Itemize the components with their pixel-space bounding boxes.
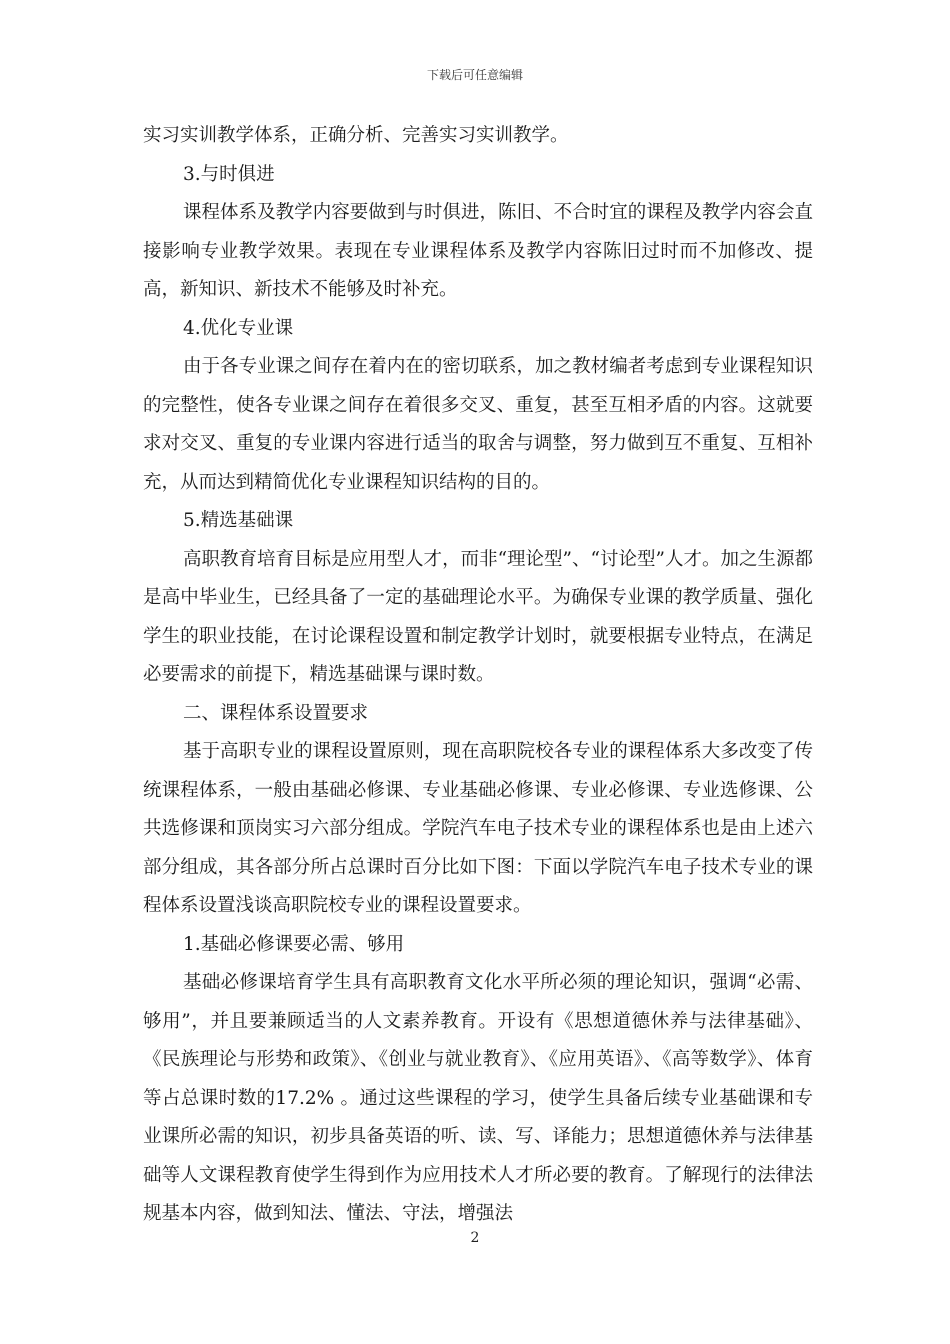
section-heading: 1.基础必修课要必需、够用 [183,933,405,955]
paragraph: 高职教育培育目标是应用型人才，而非“理论型”、“讨论型”人才。加之生源都是高中毕业生，已经具备了一定的基础理论水平。为确保专业课的教学质量、强化学生的职业技能，在讨论课程设置和制定教学计划时，就要根据专业特点，在满足必要需求的前提下，精选基础课与课时数。 [143,548,813,685]
page-header: 下载后可任意编辑 [426,68,523,82]
paragraph: 由于各专业课之间存在着内在的密切联系，加之教材编者考虑到专业课程知识的完整性，使各专业课之间存在着很多交叉、重复，甚至互相矛盾的内容。这就要求对交叉、重复的专业课内容进行适当的取舍与调整，努力做到互不重复、互相补充，从而达到精简优化专业课程知识结构的目的。 [143,356,813,493]
paragraph: 基于高职专业的课程设置原则，现在高职院校各专业的课程体系大多改变了传统课程体系，一般由基础必修课、专业基础必修课、专业必修课、专业选修课、公共选修课和顶岗实习六部分组成。学院汽车电子技术专业的课程体系也是由上述六部分组成，其各部分所占总课时百分比如下图：下面以学院汽车电子技术专业的课程体系设置浅谈高职院校专业的课程设置要求。 [143,741,813,916]
page-number: 2 [470,1230,480,1246]
paragraph: 实习实训教学体系，正确分析、完善实习实训教学。 [143,125,569,146]
section-heading: 5.精选基础课 [183,510,294,531]
section-heading: 4.优化专业课 [183,317,294,339]
body-text [143,117,813,1234]
paragraph: 基础必修课培育学生具有高职教育文化水平所必须的理论知识，强调“必需、够用”，并且要兼顾适当的人文素养教育。开设有《思想道德休养与法律基础》、《民族理论与形势和政策》、《创业与就业教育》、《应用英语》、《高等数学》、体育等占总课时数的17.2% 。通过这些课程的学习，使学生具备后续专业基础课和专业课所必需的知识，初步具备英语的听、读、写、译能力；思想道德休养与法律基础等人文课程教育使学生得到作为应用技术人才所必要的教育。了解现行的法律法规基本内容，做到知法、懂法、守法，增强法 [143,972,813,1224]
paragraph: 课程体系及教学内容要做到与时俱进，陈旧、不合时宜的课程及教学内容会直接影响专业教学效果。表现在专业课程体系及教学内容陈旧过时而不加修改、提高，新知识、新技术不能够及时补充。 [143,202,813,300]
section-heading: 3.与时俱进 [183,163,275,185]
section-heading: 二、课程体系设置要求 [183,702,369,724]
